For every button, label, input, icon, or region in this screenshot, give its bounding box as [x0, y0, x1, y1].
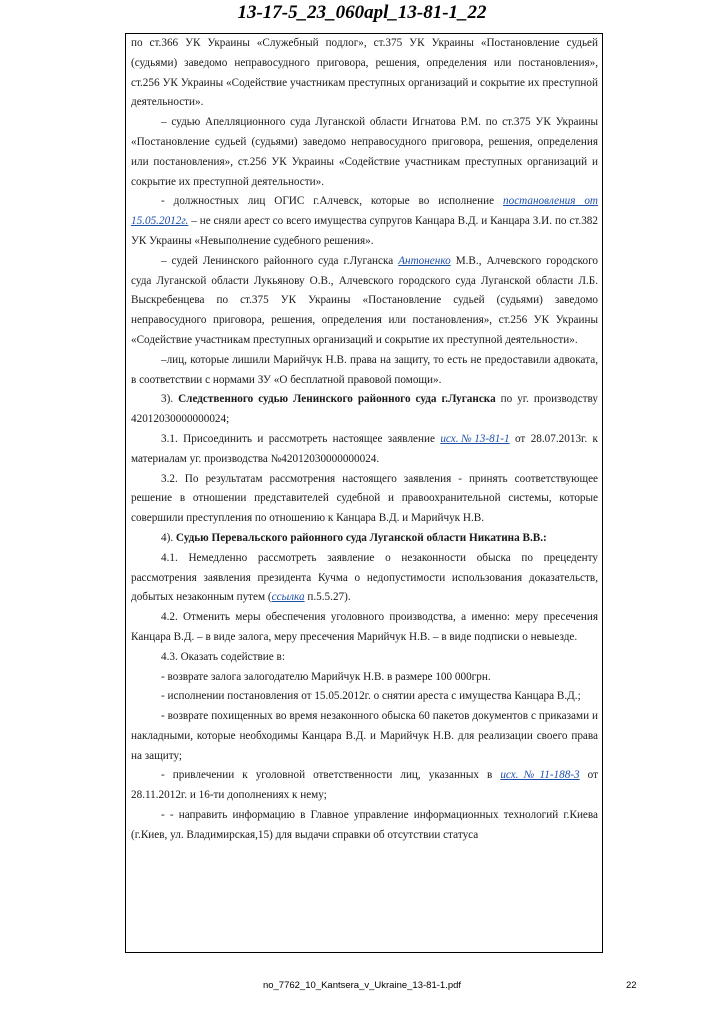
paragraph-17: - - направить информацию в Главное управление информационных технологий г.Киева (г.Киев, ул. Владимирская,15) для выдачи справки об отсутствии статуса: [131, 809, 598, 841]
paragraph-14: - исполнении постановления от 15.05.2012г. о снятии ареста с имущества Канцара В.Д.;: [161, 690, 581, 703]
paragraph-13: - возврате залога залогодателю Марийчук Н.В. в размере 100 000грн.: [161, 670, 491, 683]
text: от 28.11.2012г. и 16-ти дополнениях к нему;: [131, 769, 598, 802]
paragraph-10: [131, 549, 598, 608]
paragraph-8: 3.2. По результатам рассмотрения настоящего заявления - принять соответствующее решение в отношении представителей судебной и правоохранительной системы, которые совершили преступления по отношению к Канцара В.Д. и Марийчук Н.В.: [131, 472, 598, 525]
text: от 28.07.2013г. к материалам уг. производства №42012030000000024.: [131, 432, 598, 465]
paragraph-5: –лиц, которые лишили Марийчук Н.В. права на защиту, то есть не предоставили адвоката, в соответствии с нормами ЗУ «О бесплатной правовой помощи».: [131, 353, 598, 386]
paragraph-15: - возврате похищенных во время незаконного обыска 60 пакетов документов с приказами и накладными, которые необходимы Канцара В.Д. и Марийчук Н.В. для реализации своего права на защиту;: [131, 710, 598, 762]
text: – судей Ленинского районного суда г.Луганска: [161, 254, 399, 267]
footer-filename: no_7762_10_Kantsera_v_Ukraine_13-81-1.pdf: [262, 980, 462, 991]
reference-link[interactable]: исх.№11-188-3: [500, 769, 580, 782]
text: 4.1. Немедленно рассмотреть заявление о незаконности обыска по прецеденту рассмотрения заявления президента Кучма о недопустимости использования доказательств, добытых незаконным путем (: [131, 551, 598, 604]
paragraph-6: [131, 390, 598, 430]
text: по уг. производству 42012030000000024;: [131, 393, 598, 426]
paragraph-1: по ст.366 УК Украины «Служебный подлог», ст.375 УК Украины «Постановление судьей (судьями) заведомо неправосудного приговора, решения, определения или постановления», ст.256 УК Украины «Содействие участникам преступных организаций и сокрытие их преступной деятельности».: [131, 37, 598, 109]
text: п.5.5.27).: [304, 591, 351, 604]
addressee: Следственного судью Ленинского районного суда г.Луганска: [178, 393, 496, 406]
paragraph-16: [131, 766, 598, 806]
reference-link[interactable]: исх.№13-81-1: [440, 432, 510, 445]
source-link[interactable]: ссылка: [271, 591, 305, 604]
text: М.В., Алчевского городского суда Луганской области Лукьянову О.В., Алчевского городского суда Луганской области Л.Б. Выскребенцева по ст.375 УК Украины «Постановление судьей (судьями) заведомо неправосудного приговора, решения, определения или постановления», ст.256 УК Украины «Содействие участникам преступных организаций и сокрытие их преступной деятельности».: [131, 254, 598, 346]
paragraph-9: [131, 529, 598, 549]
page-number: 22: [626, 980, 637, 991]
text: – не сняли арест со всего имущества супругов Канцара В.Д. и Канцара З.И. по ст.382 УК Украины «Невыполнение судебного решения».: [131, 215, 598, 247]
paragraph-7: [131, 430, 598, 470]
document-header: 13-17-5_23_060apl_13-81-1_22: [237, 2, 487, 23]
paragraph-4: [131, 252, 598, 351]
text: - привлечении к уголовной ответственности лиц, указанных в: [161, 769, 501, 782]
judge-link[interactable]: Антоненко: [398, 254, 451, 267]
text: - должностных лиц ОГИС г.Алчевск, которые во исполнение: [161, 195, 503, 208]
paragraph-3: [131, 192, 598, 251]
item-number: 3).: [161, 393, 179, 406]
item-number: 4).: [161, 531, 176, 544]
document-body: [131, 34, 598, 846]
paragraph-2: – судью Апелляционного суда Луганской области Игнатова Р.М. по ст.375 УК Украины «Постановление судьей (судьями) заведомо неправосудного приговора, решения, определения или постановления», ст.256 УК Украины «Содействие участникам преступных организаций и сокрытие их преступной деятельности».: [131, 116, 598, 188]
paragraph-11: 4.2. Отменить меры обеспечения уголовного производства, а именно: меру пресечения Канцара В.Д. – в виде залога, меру пресечения Марийчук Н.В. – в виде подписки о невыезде.: [131, 611, 598, 643]
decision-link[interactable]: постановления от 15.05.2012г.: [131, 195, 599, 228]
addressee: Судью Перевальского районного суда Луганской области Никатина В.В.:: [175, 531, 547, 544]
paragraph-12: 4.3. Оказать содействие в:: [161, 650, 285, 663]
text: 3.1. Присоединить и рассмотреть настоящее заявление: [161, 432, 441, 445]
